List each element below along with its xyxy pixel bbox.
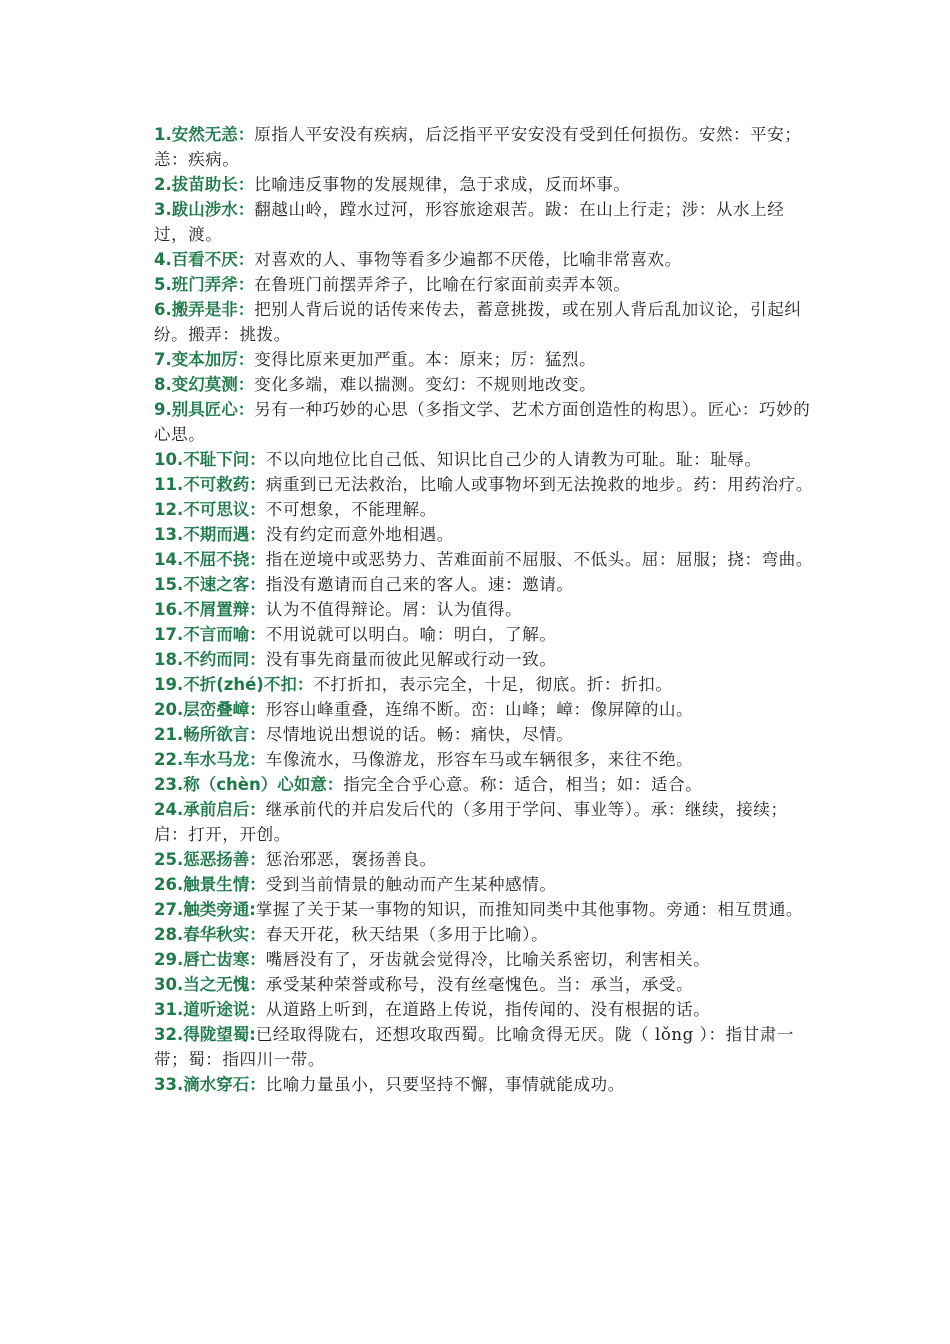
idiom-entry	[154, 122, 814, 172]
idiom-term: 20.层峦叠嶂：	[154, 700, 266, 719]
idiom-term: 29.唇亡齿寒：	[154, 950, 266, 969]
idiom-term: 18.不约而同：	[154, 650, 266, 669]
idiom-definition: 翻越山岭，蹚水过河，形容旅途艰苦。跋：在山上行走；涉：从水上经过，渡。	[154, 200, 785, 244]
idiom-term: 30.当之无愧：	[154, 975, 266, 994]
idiom-entry	[154, 997, 814, 1022]
idiom-entry	[154, 547, 814, 572]
idiom-definition: 继承前代的并启发后代的（多用于学问、事业等）。承：继续，接续；启：打开，开创。	[154, 800, 788, 844]
idiom-definition: 惩治邪恶，褒扬善良。	[265, 850, 437, 869]
idiom-entry	[154, 622, 814, 647]
idiom-term: 21.畅所欲言：	[154, 725, 266, 744]
idiom-definition: 指在逆境中或恶势力、苦难面前不屈服、不低头。屈：屈服；挠：弯曲。	[265, 550, 813, 569]
idiom-entry	[154, 472, 814, 497]
idiom-definition: 比喻力量虽小，只要坚持不懈，事情就能成功。	[265, 1075, 625, 1094]
idiom-entry	[154, 447, 814, 472]
idiom-definition: 不以向地位比自己低、知识比自己少的人请教为可耻。耻：耻辱。	[265, 450, 762, 469]
idiom-entry	[154, 297, 814, 347]
idiom-entry	[154, 197, 814, 247]
idiom-entry	[154, 172, 814, 197]
idiom-definition: 承受某种荣誉或称号，没有丝毫愧色。当：承当，承受。	[265, 975, 694, 994]
idiom-entry	[154, 572, 814, 597]
idiom-entry	[154, 722, 814, 747]
idiom-definition: 不打折扣，表示完全，十足，彻底。折：折扣。	[313, 675, 673, 694]
idiom-entry	[154, 347, 814, 372]
idiom-term: 12.不可思议：	[154, 500, 266, 519]
idiom-term: 15.不速之客：	[154, 575, 266, 594]
idiom-definition: 对喜欢的人、事物等看多少遍都不厌倦，比喻非常喜欢。	[254, 250, 682, 269]
idiom-definition: 认为不值得辩论。屑：认为值得。	[265, 600, 523, 619]
idiom-definition: 不可想象，不能理解。	[265, 500, 437, 519]
idiom-term: 2.拔苗助长：	[154, 175, 255, 194]
idiom-entry	[154, 747, 814, 772]
idiom-term: 32.得陇望蜀:	[154, 1025, 256, 1044]
idiom-term: 10.不耻下问：	[154, 450, 266, 469]
idiom-definition: 指没有邀请而自己来的客人。速：邀请。	[265, 575, 574, 594]
idiom-term: 31.道听途说：	[154, 1000, 266, 1019]
idiom-term: 3.跋山涉水：	[154, 200, 255, 219]
idiom-term: 4.百看不厌：	[154, 250, 255, 269]
idiom-term: 11.不可救药：	[154, 475, 266, 494]
idiom-term: 16.不屑置辩：	[154, 600, 266, 619]
idiom-term: 19.不折(zhé)不扣：	[154, 675, 314, 694]
idiom-entry	[154, 522, 814, 547]
idiom-entry	[154, 372, 814, 397]
idiom-term: 22.车水马龙：	[154, 750, 266, 769]
idiom-entry	[154, 397, 814, 447]
idiom-definition: 受到当前情景的触动而产生某种感情。	[265, 875, 557, 894]
idiom-term: 26.触景生情：	[154, 875, 266, 894]
idiom-term: 24.承前启后：	[154, 800, 266, 819]
idiom-entry	[154, 497, 814, 522]
idiom-definition: 尽情地说出想说的话。畅：痛快，尽情。	[265, 725, 574, 744]
idiom-definition: 比喻违反事物的发展规律，急于求成，反而坏事。	[254, 175, 631, 194]
idiom-definition: 原指人平安没有疾病，后泛指平平安安没有受到任何损伤。安然：平安；恙：疾病。	[154, 125, 802, 169]
idiom-term: 14.不屈不挠：	[154, 550, 266, 569]
idiom-term: 33.滴水穿石：	[154, 1075, 266, 1094]
idiom-entry	[154, 247, 814, 272]
idiom-term: 8.变幻莫测：	[154, 375, 255, 394]
idiom-definition: 不用说就可以明白。喻：明白，了解。	[265, 625, 557, 644]
idiom-definition: 从道路上听到，在道路上传说，指传闻的、没有根据的话。	[265, 1000, 711, 1019]
idiom-definition: 变化多端，难以揣测。变幻：不规则地改变。	[254, 375, 597, 394]
idiom-definition: 变得比原来更加严重。本：原来；厉：猛烈。	[254, 350, 597, 369]
idiom-term: 25.惩恶扬善：	[154, 850, 266, 869]
idiom-entry	[154, 897, 814, 922]
idiom-entry	[154, 1072, 814, 1097]
idiom-definition: 病重到已无法救治，比喻人或事物坏到无法挽救的地步。药：用药治疗。	[265, 475, 813, 494]
idiom-term: 7.变本加厉：	[154, 350, 255, 369]
idiom-term: 27.触类旁通:	[154, 900, 256, 919]
idiom-term: 13.不期而遇：	[154, 525, 266, 544]
idiom-term: 1.安然无恙：	[154, 125, 255, 144]
idiom-entry	[154, 697, 814, 722]
idiom-list	[154, 122, 814, 1097]
idiom-entry	[154, 947, 814, 972]
idiom-definition: 在鲁班门前摆弄斧子，比喻在行家面前卖弄本领。	[254, 275, 631, 294]
idiom-entry	[154, 647, 814, 672]
idiom-definition: 春天开花，秋天结果（多用于比喻）。	[265, 925, 549, 944]
idiom-definition: 车像流水，马像游龙，形容车马或车辆很多，来往不绝。	[265, 750, 694, 769]
idiom-entry	[154, 872, 814, 897]
idiom-definition: 掌握了关于某一事物的知识，而推知同类中其他事物。旁通：相互贯通。	[255, 900, 804, 919]
idiom-entry	[154, 272, 814, 297]
idiom-definition: 已经取得陇右，还想攻取西蜀。比喻贪得无厌。陇（ lǒng ）：指甘肃一带；蜀：指四川一带。	[154, 1025, 794, 1069]
idiom-entry	[154, 772, 814, 797]
idiom-entry	[154, 847, 814, 872]
idiom-term: 23.称（chèn）心如意：	[154, 775, 344, 794]
idiom-definition: 没有约定而意外地相遇。	[265, 525, 454, 544]
idiom-entry	[154, 972, 814, 997]
idiom-entry	[154, 797, 814, 847]
idiom-entry	[154, 1022, 814, 1072]
idiom-term: 9.别具匠心：	[154, 400, 255, 419]
idiom-term: 5.班门弄斧：	[154, 275, 255, 294]
idiom-definition: 嘴唇没有了，牙齿就会觉得冷，比喻关系密切，利害相关。	[265, 950, 711, 969]
idiom-definition: 指完全合乎心意。称：适合，相当；如：适合。	[343, 775, 703, 794]
idiom-term: 28.春华秋实：	[154, 925, 266, 944]
idiom-entry	[154, 922, 814, 947]
idiom-definition: 把别人背后说的话传来传去，蓄意挑拨，或在别人背后乱加议论，引起纠纷。搬弄：挑拨。	[154, 300, 802, 344]
idiom-entry	[154, 672, 814, 697]
idiom-term: 17.不言而喻：	[154, 625, 266, 644]
idiom-definition: 形容山峰重叠，连绵不断。峦：山峰；嶂：像屏障的山。	[265, 700, 694, 719]
idiom-definition: 没有事先商量而彼此见解或行动一致。	[265, 650, 557, 669]
idiom-entry	[154, 597, 814, 622]
idiom-definition: 另有一种巧妙的心思（多指文学、艺术方面创造性的构思）。匠心：巧妙的心思。	[154, 400, 811, 444]
idiom-term: 6.搬弄是非：	[154, 300, 255, 319]
